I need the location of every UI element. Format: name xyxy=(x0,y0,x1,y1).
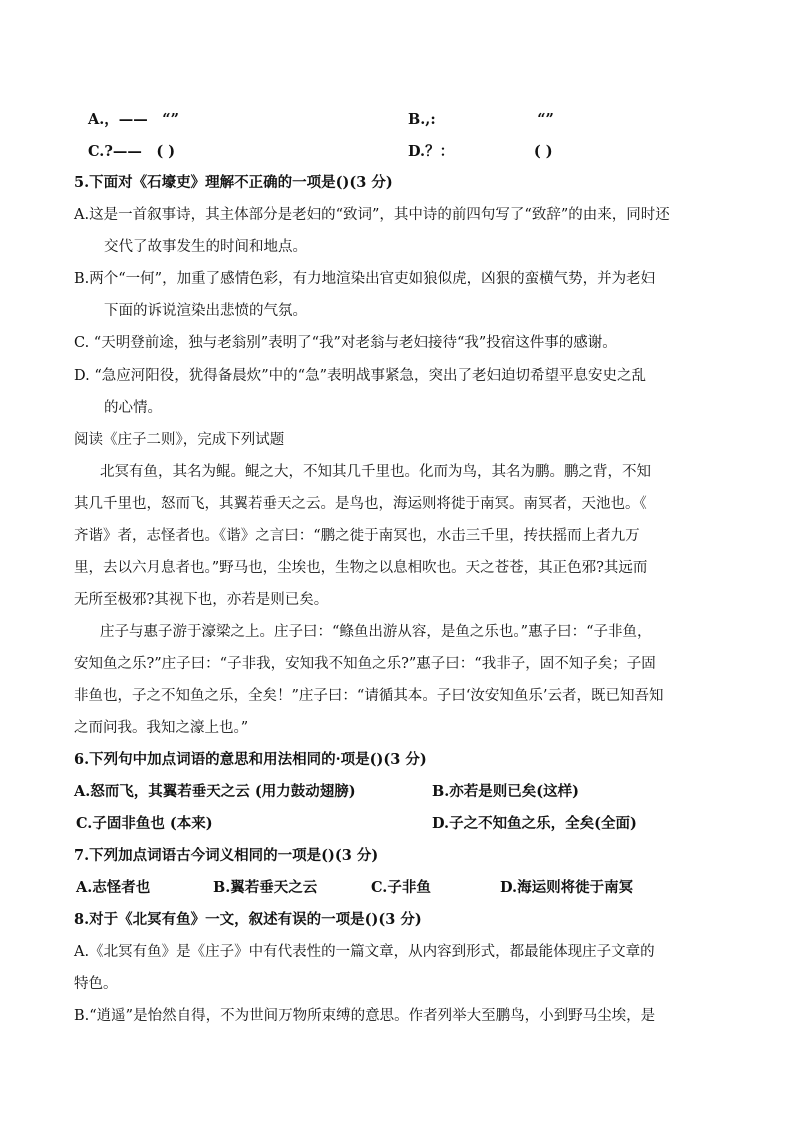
passage2-line: 非鱼也，子之不知鱼之乐，全矣！”庄子曰：“请循其本。子曰‘汝安知鱼乐’云者，既已知吾知 xyxy=(74,688,664,704)
passage1-line: 北冥有鱼，其名为鲲。鲲之大，不知其几千里也。化而为鸟，其名为鹏。鹏之背，不知 xyxy=(100,464,651,480)
passage1-line: 其几千里也，怒而飞，其翼若垂天之云。是鸟也，海运则将徙于南冥。南冥者，天池也。《 xyxy=(74,496,647,512)
passage1-line: 无所至极邪?其视下也，亦若是则已矣。 xyxy=(74,592,329,608)
q8-option-a[interactable]: A.《北冥有鱼》是《庄子》中有代表性的一篇文章，从内容到形式，都最能体现庄子文章的 xyxy=(74,944,655,960)
passage1-line: 齐谐》者，志怪者也。《谐》之言曰：“鹏之徙于南冥也，水击三千里，抟扶摇而上者九万 xyxy=(74,528,640,544)
q5-option-a-cont: 交代了故事发生的时间和地点。 xyxy=(104,239,307,255)
q6-option-a[interactable]: A.怒而飞，其翼若垂天之云 (用力鼓动翅膀) xyxy=(74,783,356,800)
q5-stem: 5.下面对《石壕吏》理解不正确的一项是()(3 分) xyxy=(74,174,393,191)
q4-option-b[interactable]: B.,: “” xyxy=(408,111,554,128)
q5-option-a[interactable]: A.这是一首叙事诗，其主体部分是老妇的“致词”，其中诗的前四句写了“致辞”的由来，同时还 xyxy=(74,207,670,223)
q6-option-c[interactable]: C.子固非鱼也 (本来) xyxy=(76,815,213,832)
passage1-line: 里，去以六月息者也。”野马也，尘埃也，生物之以息相吹也。天之苍苍，其正色邪?其远而 xyxy=(74,560,648,576)
passage2-line: 庄子与惠子游于濠梁之上。庄子曰：“鲦鱼出游从容，是鱼之乐也。”惠子曰：“子非鱼， xyxy=(100,624,652,640)
q6-option-b[interactable]: B.亦若是则已矣(这样) xyxy=(432,783,580,800)
q5-option-b-cont: 下面的诉说渲染出悲愤的气氛。 xyxy=(104,303,307,319)
q7-stem: 7.下列加点词语古今词义相同的一项是()(3 分) xyxy=(74,847,379,864)
q8-option-b[interactable]: B.“逍遥”是怡然自得，不为世间万物所束缚的意思。作者列举大至鹏鸟，小到野马尘埃，是 xyxy=(74,1008,656,1024)
q6-option-d[interactable]: D.子之不知鱼之乐，全矣(全面) xyxy=(432,815,637,832)
q4-option-a[interactable]: A.，—— “” xyxy=(88,111,179,128)
q8-option-a-cont: 特色。 xyxy=(74,976,118,992)
reading-title: 阅读《庄子二则》，完成下列试题 xyxy=(74,432,285,448)
q7-option-c[interactable]: C.子非鱼 xyxy=(371,879,431,896)
passage2-line: 之而问我。我知之濠上也。” xyxy=(74,720,249,736)
passage2-line: 安知鱼之乐?”庄子曰：“子非我，安知我不知鱼之乐?”惠子曰：“我非子，固不知子矣；子固 xyxy=(74,656,656,672)
q7-option-d[interactable]: D.海运则将徙于南冥 xyxy=(500,879,634,896)
q8-stem: 8.对于《北冥有鱼》一文，叙述有误的一项是()(3 分) xyxy=(74,911,422,928)
q4-option-d[interactable]: D.？： ( ) xyxy=(408,143,553,160)
q4-option-c[interactable]: C.?—— ( ) xyxy=(88,143,176,160)
q5-option-b[interactable]: B.两个“一何”，加重了感情色彩，有力地渲染出官吏如狼似虎，凶狠的蛮横气势，并为老妇 xyxy=(74,271,656,287)
q6-stem: 6.下列句中加点词语的意思和用法相同的·项是()(3 分) xyxy=(74,751,427,768)
q5-option-d[interactable]: D. “急应河阳役，犹得备晨炊”中的“急”表明战事紧急，突出了老妇迫切希望平息安史之乱 xyxy=(74,368,646,384)
q7-option-a[interactable]: A.志怪者也 xyxy=(76,879,151,896)
q5-option-c[interactable]: C. “天明登前途，独与老翁别”表明了“我”对老翁与老妇接待“我”投宿这件事的感谢。 xyxy=(74,335,617,351)
q7-option-b[interactable]: B.翼若垂天之云 xyxy=(213,879,318,896)
q5-option-d-cont: 的心情。 xyxy=(104,400,162,416)
